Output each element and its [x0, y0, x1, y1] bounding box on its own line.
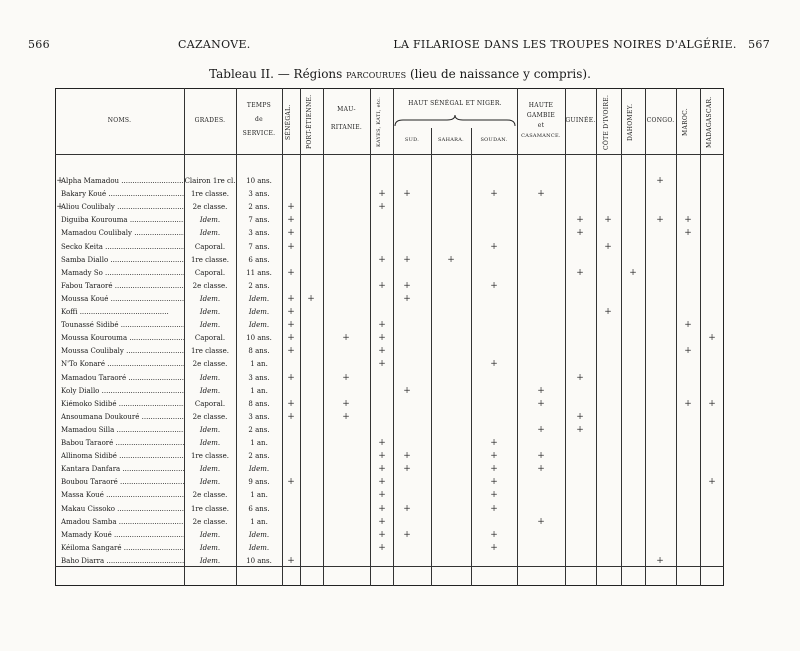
row-grade: 2e classe.	[192, 491, 228, 500]
row-name: Alpha Mamadou .....	[61, 175, 184, 188]
row-grade: Idem.	[199, 229, 221, 238]
col-rule	[676, 88, 677, 586]
region-mark: +	[684, 228, 692, 239]
row-grade: Idem.	[199, 556, 221, 565]
regions-table	[55, 88, 724, 586]
region-mark: +	[403, 529, 411, 540]
region-mark: +	[684, 398, 692, 409]
region-mark: +	[490, 542, 498, 553]
region-mark: +	[576, 215, 584, 226]
col-head-senegal: SÉNÉGAL.	[285, 104, 292, 140]
row-grade: Idem.	[199, 308, 221, 316]
row-service: 10 ans.	[246, 334, 272, 343]
row-service: Idem.	[248, 294, 270, 303]
page-number-left: 566	[28, 38, 50, 51]
row-service: 11 ans.	[246, 268, 272, 277]
col-rule	[282, 88, 283, 586]
region-mark: +	[287, 267, 295, 278]
region-mark: +	[287, 333, 295, 344]
col-rule	[323, 88, 324, 586]
region-mark: +	[490, 503, 498, 514]
header-rule	[55, 154, 724, 155]
row-grade: Idem.	[199, 386, 221, 395]
col-rule	[645, 88, 646, 586]
col-head-kayes: KAYES, KATI, etc.	[376, 96, 382, 148]
col-head-temps	[236, 102, 282, 138]
running-title	[393, 38, 770, 51]
col-rule	[565, 88, 566, 586]
row-name: Mamady So .....	[61, 267, 184, 280]
region-mark: +	[403, 503, 411, 514]
region-mark: +	[537, 189, 545, 200]
region-mark: +	[378, 516, 386, 527]
region-mark: +	[378, 438, 386, 448]
row-name: Bakary Koué .....	[61, 188, 184, 201]
region-mark: +	[342, 333, 350, 344]
row-grade: 2e classe.	[192, 281, 228, 290]
col-head-mauritanie	[323, 106, 370, 132]
row-name: Kantara Danfara .....	[61, 463, 184, 476]
region-mark: +	[287, 555, 295, 566]
region-mark: +	[708, 333, 716, 344]
col-head-noms: NOMS.	[107, 117, 132, 124]
caption-label: Tableau II. — Régions	[209, 67, 343, 81]
row-grade: 1re classe.	[190, 452, 230, 461]
region-mark: +	[403, 254, 411, 265]
row-service: 8 ans.	[248, 399, 270, 408]
region-mark: +	[684, 346, 692, 357]
region-mark: +	[490, 241, 498, 252]
region-mark: +	[287, 398, 295, 409]
temps-line2: de	[255, 116, 263, 123]
row-service: Idem.	[248, 308, 270, 316]
col-head-madagascar: MADAGASCAR.	[706, 96, 713, 148]
row-grade: 2e classe.	[192, 203, 228, 212]
region-mark: +	[287, 307, 295, 317]
region-mark: +	[490, 189, 498, 200]
region-mark: +	[287, 241, 295, 252]
row-grade: Caporal.	[194, 268, 226, 277]
region-mark: +	[403, 464, 411, 475]
row-grade: Idem.	[199, 216, 221, 225]
row-grade: 1re classe.	[190, 347, 230, 356]
col-head-dahomey: DAHOMEY.	[627, 103, 634, 141]
row-name: Mamadou Coulibaly .....	[61, 227, 184, 240]
region-mark: +	[490, 490, 498, 501]
region-mark: +	[490, 477, 498, 488]
row-grade: Idem.	[199, 530, 221, 539]
row-name: Amadou Samba .....	[61, 516, 184, 529]
haute-line3: et	[537, 122, 545, 129]
region-mark: +	[604, 241, 612, 252]
region-mark: +	[378, 333, 386, 344]
table-caption	[0, 67, 800, 81]
row-name: Moussa Kourouma .....	[61, 332, 184, 345]
region-mark: +	[342, 372, 350, 383]
col-head-haut-senegal: HAUT SÉNÉGAL ET NIGER.	[408, 100, 502, 107]
col-rule	[370, 88, 371, 586]
row-name: Allinoma Sidibé .....	[61, 450, 184, 463]
row-grade: 1re classe.	[190, 255, 230, 264]
row-name: Samba Diallo .....	[61, 254, 184, 267]
row-service: 3 ans.	[248, 373, 270, 382]
col-rule	[393, 88, 394, 586]
region-mark: +	[537, 385, 545, 396]
row-grade: 2e classe.	[192, 360, 228, 369]
row-name: Koly Diallo .....	[61, 385, 184, 398]
row-service: 6 ans.	[248, 255, 270, 264]
row-name: N'To Konaré .....	[61, 358, 184, 371]
mau-line1: MAU-	[337, 106, 356, 113]
row-service: 10 ans.	[246, 177, 272, 185]
row-name: Moussa Coulibaly .....	[61, 345, 184, 358]
region-mark: +	[56, 176, 64, 186]
row-name: Massa Koué .....	[61, 489, 184, 502]
row-service: 2 ans.	[248, 425, 270, 434]
col-head-guinee: GUINÉE.	[565, 117, 596, 124]
temps-line1: TEMPS	[246, 102, 272, 109]
col-head-maroc: MAROC.	[682, 108, 689, 136]
region-mark: +	[576, 411, 584, 422]
region-mark: +	[403, 385, 411, 396]
caption-rest: (lieu de naissance y compris).	[409, 67, 591, 81]
col-rule	[596, 88, 597, 586]
row-grade: 1re classe.	[190, 504, 230, 513]
region-mark: +	[490, 529, 498, 540]
region-mark: +	[708, 398, 716, 409]
region-mark: +	[287, 477, 295, 488]
region-mark: +	[490, 359, 498, 370]
row-service: Idem.	[248, 465, 270, 474]
row-service: 1 an.	[250, 386, 268, 395]
row-grade: Idem.	[199, 465, 221, 474]
region-mark: +	[378, 346, 386, 357]
region-mark: +	[287, 372, 295, 383]
region-mark: +	[287, 411, 295, 422]
region-mark: +	[403, 280, 411, 291]
region-mark: +	[537, 398, 545, 409]
haute-line4: CASAMANCE.	[521, 133, 561, 139]
region-mark: +	[537, 516, 545, 527]
row-service: 1 an.	[250, 491, 268, 500]
region-mark: +	[378, 542, 386, 553]
region-mark: +	[378, 189, 386, 200]
row-name: Makau Cissoko .....	[61, 503, 184, 516]
row-service: 8 ans.	[248, 347, 270, 356]
region-mark: +	[537, 424, 545, 435]
row-name: Kéiloma Sangaré .....	[61, 542, 184, 555]
page-number-right: 567	[748, 38, 770, 51]
region-mark: +	[656, 215, 664, 226]
region-mark: +	[287, 320, 295, 331]
row-service: 3 ans.	[248, 190, 270, 199]
col-head-sahara: SAHARA.	[437, 137, 465, 143]
region-mark: +	[378, 464, 386, 475]
group-brace-icon	[393, 114, 517, 130]
row-name: Moussa Koué .....	[61, 293, 184, 306]
row-name: Babou Taraoré .....	[61, 437, 184, 450]
region-mark: +	[576, 267, 584, 278]
row-name: Ansoumana Doukouré .....	[61, 411, 184, 424]
col-head-sud: SUD.	[404, 137, 420, 143]
temps-line3: SERVICE.	[242, 130, 276, 137]
row-grade: Idem.	[199, 439, 221, 447]
col-head-grades: GRADES.	[194, 117, 226, 124]
row-name: Mamady Koué .....	[61, 529, 184, 542]
region-mark: +	[287, 215, 295, 226]
col-rule	[700, 88, 701, 586]
haute-line2: GAMBIE	[526, 112, 556, 119]
row-name: Baho Diarra .....	[61, 555, 184, 568]
row-grade: Idem.	[199, 321, 221, 330]
region-mark: +	[656, 176, 664, 186]
row-service: 2 ans.	[248, 452, 270, 461]
region-mark: +	[56, 202, 64, 213]
row-name: Secko Keita .....	[61, 241, 184, 254]
region-mark: +	[378, 254, 386, 265]
row-service: 6 ans.	[248, 504, 270, 513]
mau-line2: RITANIE.	[330, 124, 363, 131]
row-name: Kiémoko Sidibé .....	[61, 398, 184, 411]
region-mark: +	[378, 490, 386, 501]
row-name: Tounassé Sidibé .....	[61, 319, 184, 332]
region-mark: +	[378, 477, 386, 488]
region-mark: +	[342, 398, 350, 409]
region-mark: +	[656, 555, 664, 566]
row-service: 2 ans.	[248, 281, 270, 290]
row-grade: Caporal.	[194, 399, 226, 408]
row-service: 1 an.	[250, 439, 268, 447]
running-author: CAZANOVE.	[178, 38, 251, 51]
region-mark: +	[342, 411, 350, 422]
row-service: Idem.	[248, 321, 270, 330]
col-head-port-etienne: PORT-ÉTIENNE.	[306, 94, 313, 150]
region-mark: +	[378, 320, 386, 331]
row-service: 3 ans.	[248, 229, 270, 238]
col-rule	[621, 88, 622, 586]
region-mark: +	[604, 307, 612, 317]
row-name: Mamadou Silla .....	[61, 424, 184, 437]
haute-line1: HAUTE	[528, 102, 554, 109]
row-grade: 2e classe.	[192, 517, 228, 526]
row-name: Boubou Taraoré .....	[61, 476, 184, 489]
region-mark: +	[490, 438, 498, 448]
row-service: 7 ans.	[248, 216, 270, 225]
region-mark: +	[378, 359, 386, 370]
row-grade: Idem.	[199, 373, 221, 382]
row-service: Idem.	[248, 530, 270, 539]
row-name: Diguiba Kourouma .....	[61, 214, 184, 227]
region-mark: +	[490, 464, 498, 475]
region-mark: +	[287, 346, 295, 357]
region-mark: +	[708, 477, 716, 488]
region-mark: +	[447, 254, 455, 265]
col-head-soudan: SOUDAN.	[480, 137, 508, 143]
col-rule	[300, 88, 301, 586]
col-head-congo: CONGO.	[646, 117, 675, 124]
region-mark: +	[378, 202, 386, 213]
col-rule	[517, 88, 518, 586]
region-mark: +	[378, 280, 386, 291]
region-mark: +	[490, 451, 498, 462]
region-mark: +	[537, 464, 545, 475]
row-grade: Clairon 1re cl.	[184, 177, 236, 185]
row-grade: Idem.	[199, 543, 221, 552]
row-grade: Idem.	[199, 425, 221, 434]
region-mark: +	[403, 451, 411, 462]
region-mark: +	[287, 293, 295, 304]
row-grade: Idem.	[199, 294, 221, 303]
row-grade: Caporal.	[194, 334, 226, 343]
row-service: 3 ans.	[248, 412, 270, 421]
region-mark: +	[403, 189, 411, 200]
caption-parcourues: parcourues	[346, 67, 407, 81]
col-rule	[431, 128, 432, 586]
row-grade: Caporal.	[194, 242, 226, 251]
region-mark: +	[378, 451, 386, 462]
row-service: 2 ans.	[248, 203, 270, 212]
region-mark: +	[490, 280, 498, 291]
col-head-haute-gambie	[517, 102, 565, 140]
region-mark: +	[403, 293, 411, 304]
region-mark: +	[604, 215, 612, 226]
row-name: Aliou Coulibaly .....	[61, 201, 184, 214]
col-rule	[471, 128, 472, 586]
row-service: 7 ans.	[248, 242, 270, 251]
region-mark: +	[287, 228, 295, 239]
row-service: 1 an.	[250, 517, 268, 526]
row-grade: 1re classe.	[190, 190, 230, 199]
region-mark: +	[629, 267, 637, 278]
row-name: Fabou Taraoré .....	[61, 280, 184, 293]
region-mark: +	[537, 451, 545, 462]
region-mark: +	[576, 228, 584, 239]
region-mark: +	[378, 503, 386, 514]
region-mark: +	[576, 372, 584, 383]
row-grade: Idem.	[199, 478, 221, 487]
row-service: Idem.	[248, 543, 270, 552]
row-name: Mamadou Taraoré .....	[61, 372, 184, 385]
col-head-cote-ivoire: CÔTE D'IVOIRE.	[603, 94, 610, 150]
region-mark: +	[307, 293, 315, 304]
region-mark: +	[684, 215, 692, 226]
row-service: 1 an.	[250, 360, 268, 369]
region-mark: +	[576, 424, 584, 435]
region-mark: +	[378, 529, 386, 540]
row-service: 9 ans.	[248, 478, 270, 487]
region-mark: +	[287, 202, 295, 213]
row-grade: 2e classe.	[192, 412, 228, 421]
row-name: Koffi .....	[61, 306, 184, 319]
region-mark: +	[684, 320, 692, 331]
row-service: 10 ans.	[246, 556, 272, 565]
running-title-text: LA FILARIOSE DANS LES TROUPES NOIRES D'ALGÉRIE.	[393, 38, 737, 51]
